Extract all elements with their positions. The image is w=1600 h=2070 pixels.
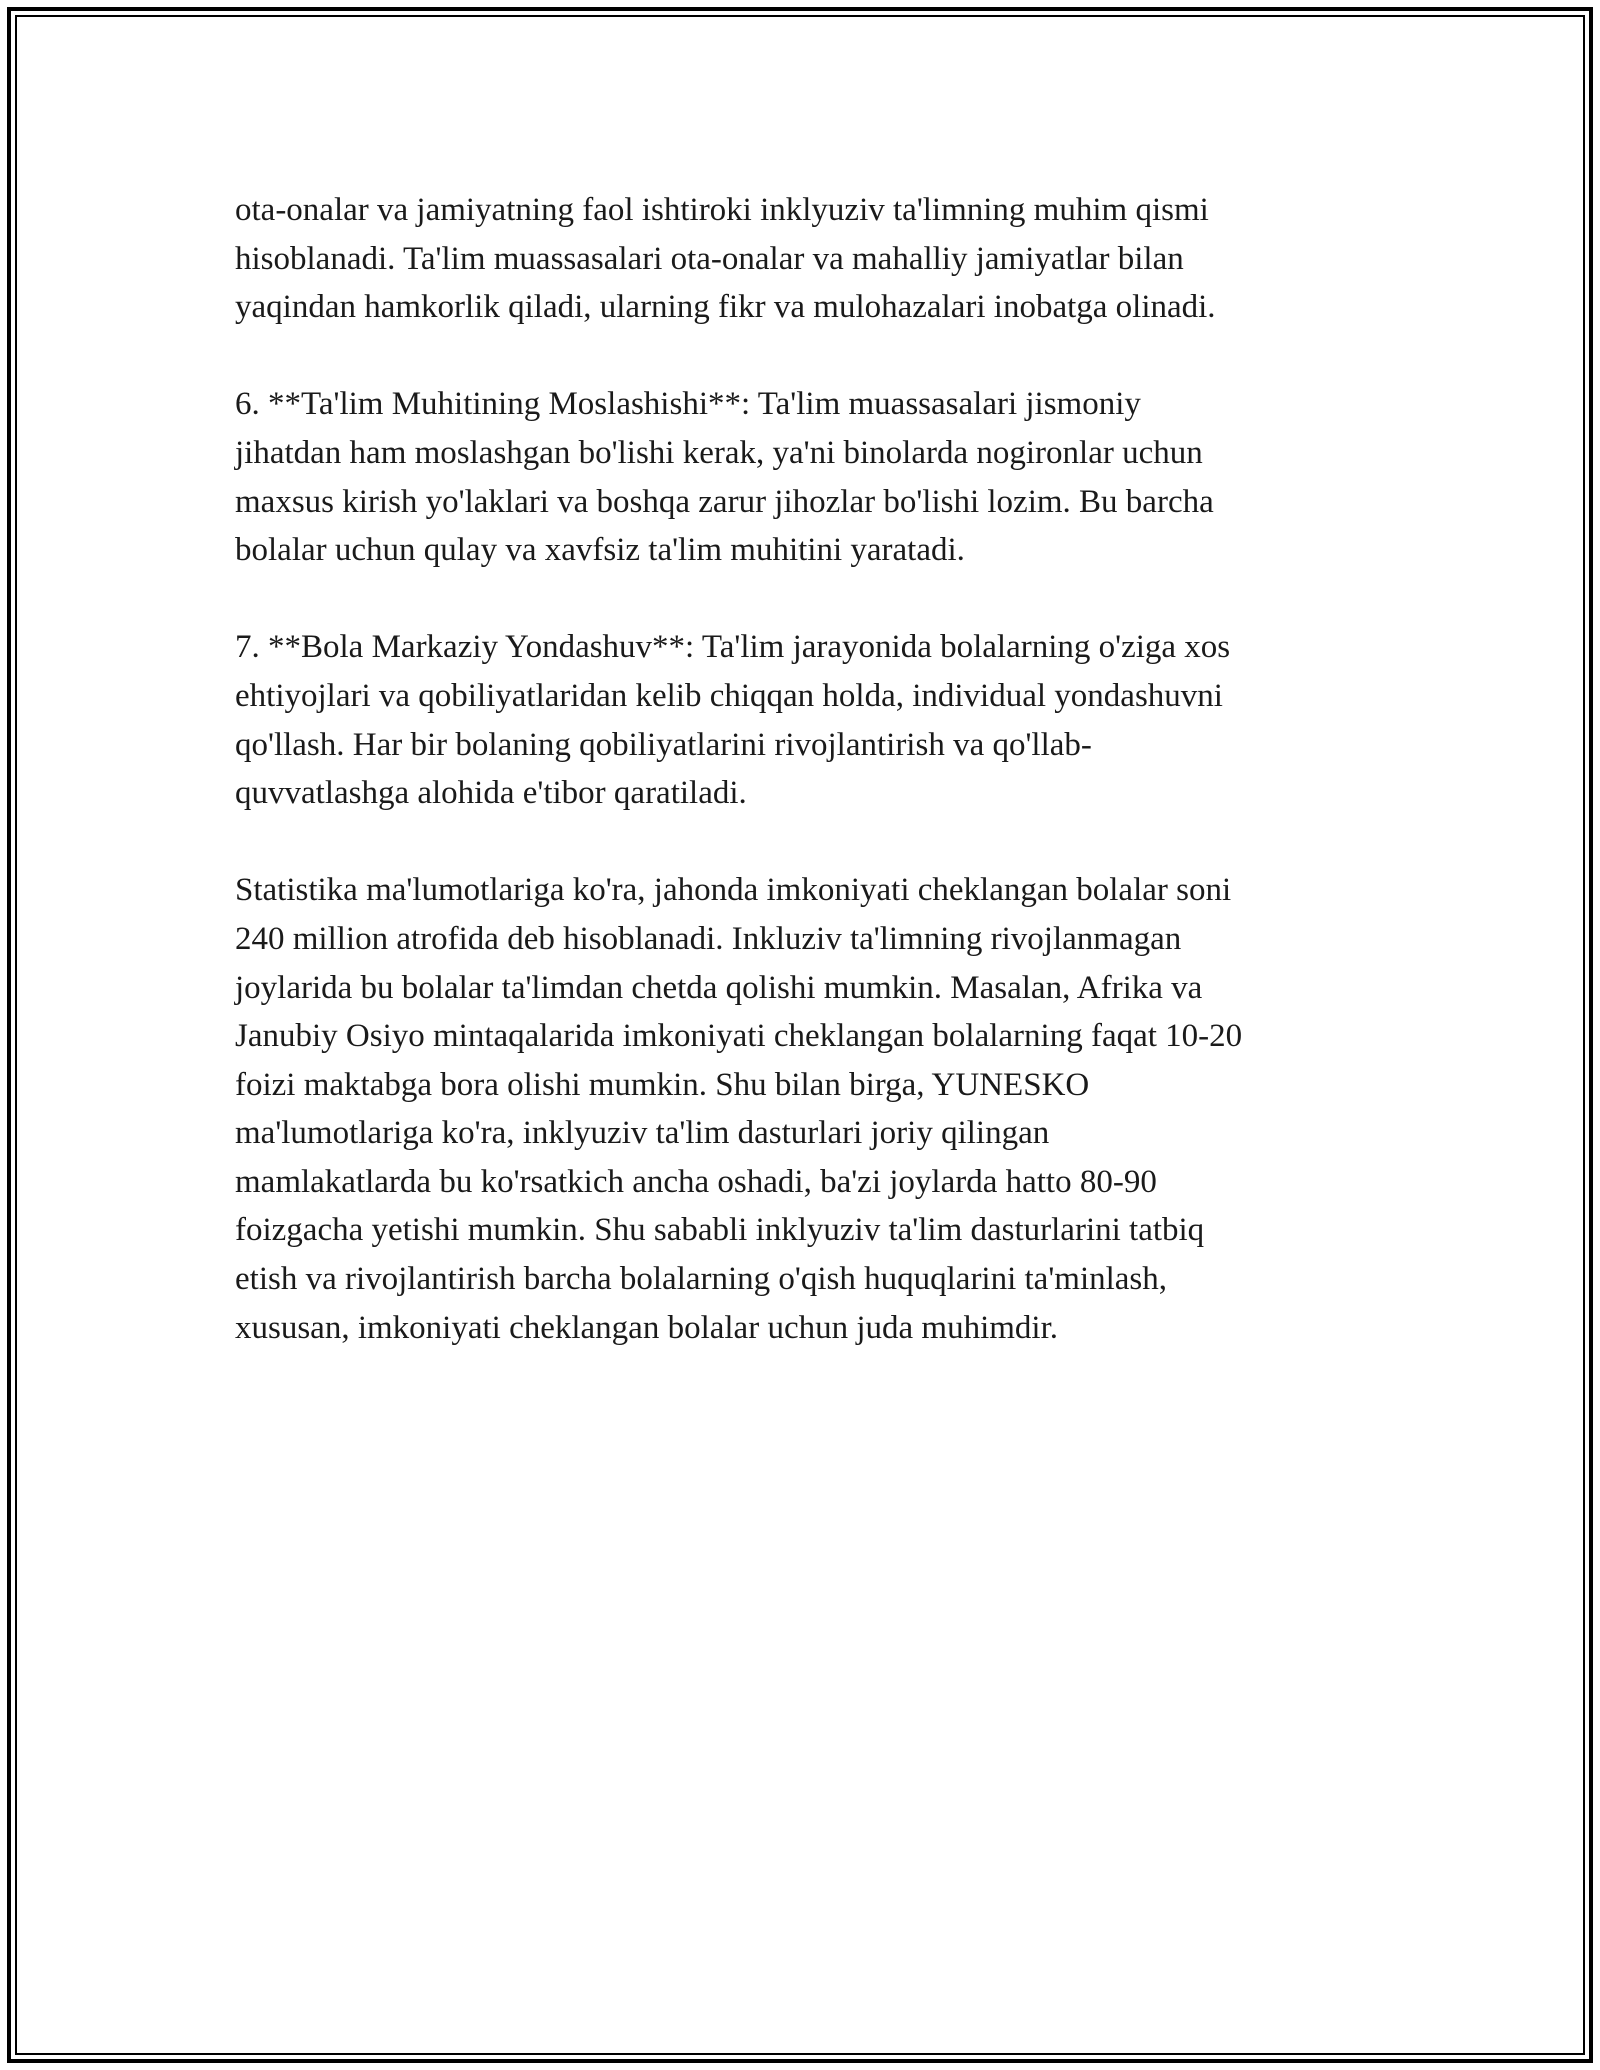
paragraph-parent-involvement: ota-onalar va jamiyatning faol ishtiroki inklyuziv ta'limning muhim qismi hisoblanadi. Ta'lim muassasalari ota-onalar va mahalliy jamiyatlar bilan yaqindan hamkorlik qiladi, ularning fikr va mulohazalari inobatga olinadi. bbox=[235, 192, 1216, 326]
paragraph-child-centered-approach: 7. **Bola Markaziy Yondashuv**: Ta'lim jarayonida bolalarning o'ziga xos ehtiyojlari va qobiliyatlaridan kelib chiqqan holda, individual yondashuvni qo'llash. Har bir bolaning qobiliyatlarini rivojlantirish va qo'llab- quvvatlashga alohida e'tibor qaratiladi. bbox=[235, 629, 1231, 812]
paragraph-statistics: Statistika ma'lumotlariga ko'ra, jahonda imkoniyati cheklangan bolalar soni 240 million atrofida deb hisoblanadi. Inkluziv ta'limning rivojlanmagan joylarida bu bolalar ta'limdan chetda qolishi mumkin. Masalan, Afrika va Janubiy Osiyo mintaqalarida imkoniyati cheklangan bolalarning faqat 10-20 foizi maktabga bora olishi mumkin. Shu bilan birga, YUNESKO ma'lumotlariga ko'ra, inklyuziv ta'lim dasturlari joriy qilingan mamlakatlarda bu ko'rsatkich ancha oshadi, ba'zi joylarda hatto 80-90 foizgacha yetishi mumkin. Shu sababli inklyuziv ta'lim dasturlarini tatbiq etish va rivojlantirish barcha bolalarning o'qish huquqlarini ta'minlash, xususan, imkoniyati cheklangan bolalar uchun juda muhimdir. bbox=[235, 872, 1243, 1346]
paragraph-learning-environment: 6. **Ta'lim Muhitining Moslashishi**: Ta'lim muassasalari jismoniy jihatdan ham moslashgan bo'lishi kerak, ya'ni binolarda nogironlar uchun maxsus kirish yo'laklari va boshqa zarur jihozlar bo'lishi lozim. Bu barcha bolalar uchun qulay va xavfsiz ta'lim muhitini yaratadi. bbox=[235, 386, 1214, 569]
document-body bbox=[235, 186, 1370, 1401]
